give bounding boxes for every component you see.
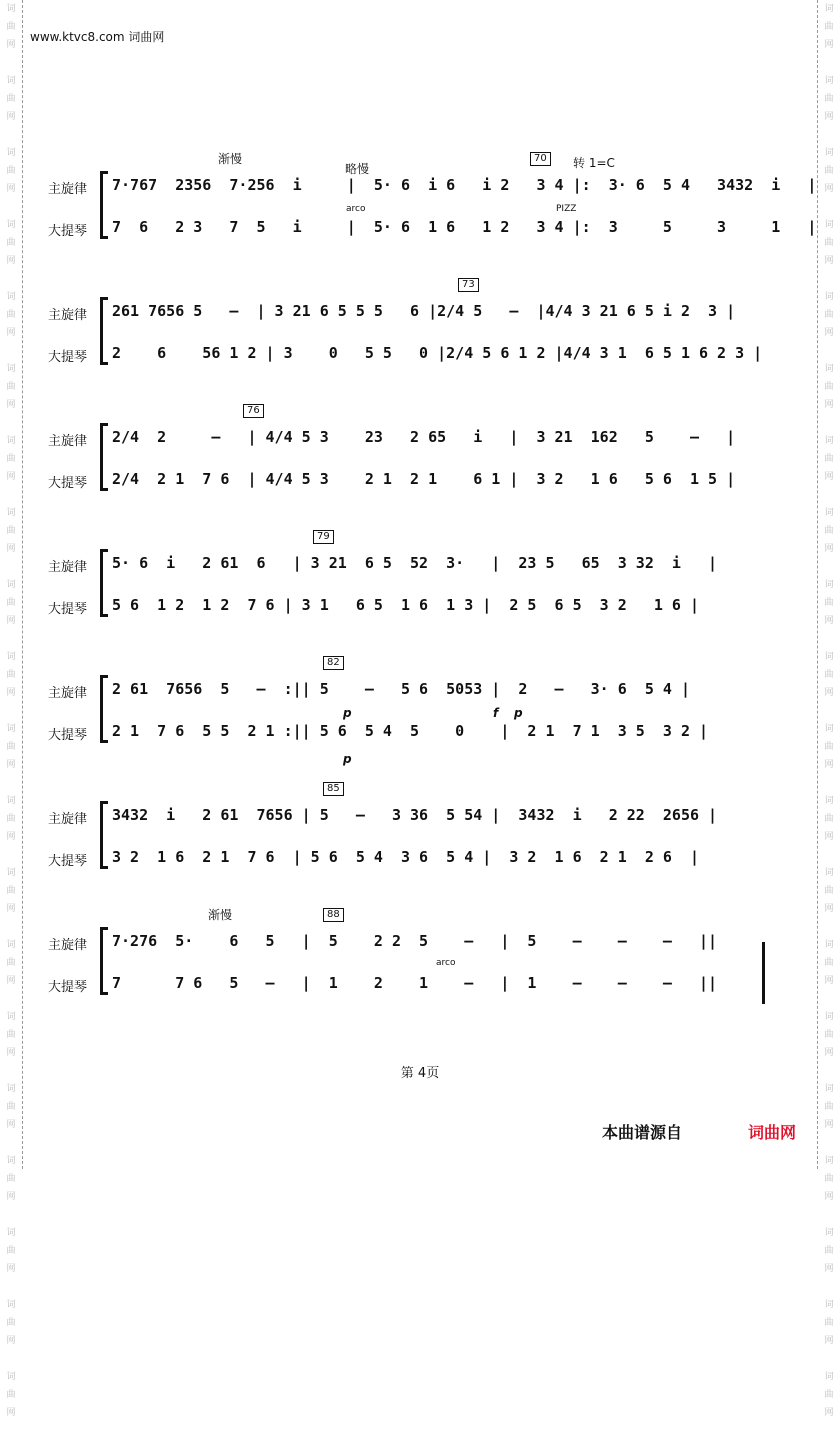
watermark-glyph: 网 — [824, 1336, 834, 1346]
expression-mark: p — [343, 752, 352, 766]
watermark-glyph: 网 — [6, 904, 16, 914]
expression-mark: 渐慢 — [208, 908, 233, 922]
instrument-label-bass: 大提琴 — [48, 476, 88, 491]
watermark-glyph: 词 — [6, 1372, 16, 1382]
watermark-glyph: 词 — [6, 76, 16, 86]
watermark-glyph: 网 — [824, 688, 834, 698]
expression-mark: 渐慢 — [218, 152, 243, 166]
watermark-glyph: 曲 — [6, 742, 16, 752]
melody-staff-line: 261 7656 5 — | 3 21 6 5 5 5 6 |2/4 5 — |4/4 3 21 6 5 i 2 3 | — [112, 302, 736, 320]
watermark-glyph: 曲 — [6, 526, 16, 536]
source-label: 本曲谱源自 — [602, 1123, 683, 1142]
watermark-glyph: 词 — [824, 4, 834, 14]
watermark-glyph: 曲 — [6, 94, 16, 104]
watermark-glyph: 网 — [6, 1336, 16, 1346]
expression-mark: 转 1=C — [573, 156, 615, 170]
watermark-gap — [821, 1278, 837, 1296]
rehearsal-mark: 70 — [530, 152, 551, 166]
watermark-glyph: 词 — [6, 220, 16, 230]
watermark-glyph: 网 — [824, 1264, 834, 1274]
watermark-glyph: 词 — [824, 148, 834, 158]
expression-mark: arco — [346, 204, 366, 214]
watermark-glyph: 曲 — [6, 1390, 16, 1400]
bass-staff-line: 3 2 1 6 2 1 7 6 | 5 6 5 4 3 6 5 4 | 3 2 1 6 2 1 2 6 | — [112, 848, 699, 866]
watermark-glyph: 词 — [6, 724, 16, 734]
instrument-label-bass: 大提琴 — [48, 980, 88, 995]
watermark-glyph: 网 — [6, 328, 16, 338]
watermark-glyph: 曲 — [824, 1390, 834, 1400]
watermark-glyph: 词 — [6, 292, 16, 302]
watermark-glyph: 曲 — [824, 22, 834, 32]
instrument-label-melody: 主旋律 — [48, 434, 88, 449]
watermark-glyph: 词 — [824, 724, 834, 734]
watermark-glyph: 网 — [824, 976, 834, 986]
watermark-glyph: 词 — [6, 1084, 16, 1094]
score-system — [0, 783, 840, 882]
rehearsal-mark: 73 — [458, 278, 479, 292]
instrument-label-bass: 大提琴 — [48, 224, 88, 239]
score-system — [0, 908, 840, 1008]
watermark-glyph: 词 — [824, 1156, 834, 1166]
watermark-glyph: 网 — [824, 400, 834, 410]
watermark-glyph: 词 — [824, 796, 834, 806]
score-system — [0, 152, 840, 252]
watermark-glyph: 网 — [6, 832, 16, 842]
watermark-gap — [3, 1278, 19, 1296]
expression-mark: arco — [436, 958, 456, 968]
watermark-glyph: 词 — [6, 940, 16, 950]
watermark-glyph: 曲 — [6, 310, 16, 320]
watermark-glyph: 曲 — [824, 958, 834, 968]
watermark-glyph: 词 — [6, 868, 16, 878]
rehearsal-mark: 76 — [243, 404, 264, 418]
watermark-glyph: 网 — [824, 328, 834, 338]
melody-staff-line: 2 61 7656 5 — :|| 5 — 5 6 5053 | 2 — 3· 6 5 4 | — [112, 680, 690, 698]
watermark-glyph: 曲 — [824, 1102, 834, 1112]
watermark-glyph: 词 — [6, 580, 16, 590]
instrument-label-melody: 主旋律 — [48, 308, 88, 323]
watermark-glyph: 网 — [824, 1192, 834, 1202]
bass-staff-line: 2/4 2 1 7 6 | 4/4 5 3 2 1 2 1 6 1 | 3 2 1 6 5 6 1 5 | — [112, 470, 736, 488]
watermark-glyph: 网 — [6, 112, 16, 122]
watermark-glyph: 词 — [824, 1228, 834, 1238]
watermark-glyph: 网 — [6, 400, 16, 410]
watermark-glyph: 网 — [824, 1120, 834, 1130]
watermark-gap — [3, 1206, 19, 1224]
watermark-glyph: 网 — [6, 760, 16, 770]
watermark-gap — [821, 126, 837, 144]
watermark-glyph: 网 — [824, 40, 834, 50]
site-url: www.ktvc8.com 词曲网 — [30, 30, 165, 44]
expression-mark: PIZZ — [556, 204, 577, 214]
watermark-glyph: 曲 — [824, 598, 834, 608]
instrument-label-bass: 大提琴 — [48, 350, 88, 365]
watermark-glyph: 曲 — [824, 742, 834, 752]
watermark-glyph: 词 — [824, 508, 834, 518]
watermark-glyph: 网 — [6, 1408, 16, 1418]
instrument-label-bass: 大提琴 — [48, 728, 88, 743]
bass-staff-line: 2 1 7 6 5 5 2 1 :|| 5 6 5 4 5 0 | 2 1 7 1 3 5 3 2 | — [112, 722, 709, 740]
watermark-glyph: 网 — [824, 112, 834, 122]
watermark-gap — [821, 270, 837, 288]
watermark-gap — [3, 630, 19, 648]
score-system — [0, 405, 840, 504]
watermark-glyph: 网 — [824, 256, 834, 266]
watermark-gap — [821, 1134, 837, 1152]
watermark-gap — [3, 1134, 19, 1152]
watermark-glyph: 曲 — [824, 814, 834, 824]
melody-staff-line: 5· 6 i 2 61 6 | 3 21 6 5 52 3· | 23 5 65 3 32 i | — [112, 554, 718, 572]
expression-mark: f — [493, 706, 499, 720]
watermark-glyph: 网 — [824, 544, 834, 554]
watermark-glyph: 曲 — [6, 1318, 16, 1328]
bass-staff-line: 7 6 2 3 7 5 i | 5· 6 1 6 1 2 3 4 |: 3 5 3 1 | — [112, 218, 817, 236]
watermark-glyph: 曲 — [824, 1318, 834, 1328]
score-system — [0, 657, 840, 766]
watermark-glyph: 网 — [824, 184, 834, 194]
watermark-glyph: 网 — [6, 544, 16, 554]
watermark-glyph: 曲 — [824, 238, 834, 248]
watermark-glyph: 词 — [6, 4, 16, 14]
expression-mark: p — [343, 706, 352, 720]
score-system — [0, 531, 840, 630]
watermark-glyph: 词 — [824, 940, 834, 950]
watermark-gap — [821, 630, 837, 648]
watermark-glyph: 词 — [6, 796, 16, 806]
watermark-glyph: 词 — [824, 580, 834, 590]
watermark-glyph: 曲 — [824, 310, 834, 320]
watermark-glyph: 网 — [824, 904, 834, 914]
watermark-glyph: 网 — [824, 1408, 834, 1418]
site-logo-text: 词曲网 — [748, 1123, 797, 1142]
rehearsal-mark: 85 — [323, 782, 344, 796]
watermark-glyph: 曲 — [6, 454, 16, 464]
watermark-glyph: 曲 — [6, 238, 16, 248]
watermark-glyph: 词 — [6, 364, 16, 374]
instrument-label-bass: 大提琴 — [48, 602, 88, 617]
expression-mark: p — [514, 706, 523, 720]
watermark-glyph: 网 — [6, 256, 16, 266]
melody-staff-line: 7·276 5· 6 5 | 5 2 2 5 — | 5 — — — || — [112, 932, 718, 950]
watermark-glyph: 曲 — [6, 1030, 16, 1040]
watermark-gap — [3, 1350, 19, 1368]
watermark-glyph: 网 — [6, 688, 16, 698]
watermark-glyph: 词 — [824, 652, 834, 662]
watermark-glyph: 网 — [6, 472, 16, 482]
watermark-glyph: 词 — [6, 436, 16, 446]
watermark-glyph: 网 — [6, 1264, 16, 1274]
instrument-label-melody: 主旋律 — [48, 560, 88, 575]
watermark-glyph: 曲 — [6, 382, 16, 392]
watermark-glyph: 词 — [6, 1012, 16, 1022]
watermark-gap — [3, 270, 19, 288]
watermark-glyph: 词 — [824, 868, 834, 878]
watermark-glyph: 曲 — [824, 1174, 834, 1184]
watermark-glyph: 词 — [824, 76, 834, 86]
watermark-glyph: 词 — [824, 292, 834, 302]
bass-staff-line: 7 7 6 5 — | 1 2 1 — | 1 — — — || — [112, 974, 718, 992]
watermark-glyph: 网 — [6, 40, 16, 50]
watermark-glyph: 网 — [824, 1048, 834, 1058]
watermark-glyph: 曲 — [824, 94, 834, 104]
watermark-glyph: 词 — [824, 220, 834, 230]
watermark-glyph: 词 — [824, 364, 834, 374]
watermark-glyph: 曲 — [824, 1030, 834, 1040]
rehearsal-mark: 82 — [323, 656, 344, 670]
watermark-glyph: 网 — [6, 184, 16, 194]
watermark-gap — [821, 774, 837, 792]
melody-staff-line: 3432 i 2 61 7656 | 5 — 3 36 5 54 | 3432 i 2 22 2656 | — [112, 806, 718, 824]
watermark-glyph: 网 — [824, 472, 834, 482]
watermark-glyph: 曲 — [6, 1174, 16, 1184]
score-system — [0, 279, 840, 378]
watermark-gap — [3, 126, 19, 144]
watermark-glyph: 网 — [6, 1192, 16, 1202]
bass-staff-line: 2 6 56 1 2 | 3 0 5 5 0 |2/4 5 6 1 2 |4/4 3 1 6 5 1 6 2 3 | — [112, 344, 763, 362]
watermark-glyph: 曲 — [6, 958, 16, 968]
watermark-glyph: 曲 — [6, 886, 16, 896]
watermark-glyph: 曲 — [824, 382, 834, 392]
watermark-glyph: 网 — [824, 832, 834, 842]
watermark-glyph: 词 — [824, 1300, 834, 1310]
watermark-glyph: 网 — [6, 616, 16, 626]
melody-staff-line: 2/4 2 — | 4/4 5 3 23 2 65 i | 3 21 162 5 — | — [112, 428, 736, 446]
watermark-glyph: 曲 — [6, 22, 16, 32]
watermark-glyph: 词 — [824, 1372, 834, 1382]
watermark-glyph: 曲 — [824, 526, 834, 536]
watermark-glyph: 曲 — [824, 670, 834, 680]
watermark-glyph: 词 — [824, 1012, 834, 1022]
watermark-glyph: 曲 — [6, 814, 16, 824]
instrument-label-melody: 主旋律 — [48, 938, 88, 953]
watermark-glyph: 词 — [6, 652, 16, 662]
melody-staff-line: 7·767 2356 7·256 i | 5· 6 i 6 i 2 3 4 |: 3· 6 5 4 3432 i | — [112, 176, 817, 194]
watermark-gap — [821, 54, 837, 72]
watermark-glyph: 曲 — [6, 598, 16, 608]
final-barline — [762, 942, 765, 1004]
page-number: 第 4页 — [400, 1066, 440, 1081]
watermark-glyph: 词 — [6, 148, 16, 158]
watermark-glyph: 曲 — [6, 1246, 16, 1256]
watermark-gap — [3, 54, 19, 72]
watermark-glyph: 网 — [824, 616, 834, 626]
rehearsal-mark: 79 — [313, 530, 334, 544]
watermark-glyph: 词 — [824, 436, 834, 446]
instrument-label-melody: 主旋律 — [48, 812, 88, 827]
watermark-gap — [821, 1422, 837, 1440]
watermark-glyph: 网 — [6, 1048, 16, 1058]
watermark-glyph: 曲 — [6, 670, 16, 680]
watermark-gap — [821, 1206, 837, 1224]
watermark-glyph: 曲 — [824, 454, 834, 464]
watermark-glyph: 曲 — [824, 166, 834, 176]
watermark-gap — [3, 1422, 19, 1440]
watermark-gap — [3, 774, 19, 792]
instrument-label-bass: 大提琴 — [48, 854, 88, 869]
watermark-glyph: 曲 — [824, 886, 834, 896]
watermark-glyph: 词 — [824, 1084, 834, 1094]
watermark-glyph: 曲 — [824, 1246, 834, 1256]
watermark-glyph: 网 — [6, 976, 16, 986]
instrument-label-melody: 主旋律 — [48, 686, 88, 701]
watermark-glyph: 词 — [6, 508, 16, 518]
rehearsal-mark: 88 — [323, 908, 344, 922]
expression-mark: 略慢 — [345, 162, 370, 176]
watermark-glyph: 词 — [6, 1228, 16, 1238]
instrument-label-melody: 主旋律 — [48, 182, 88, 197]
watermark-gap — [821, 1350, 837, 1368]
watermark-glyph: 网 — [824, 760, 834, 770]
watermark-glyph: 词 — [6, 1300, 16, 1310]
watermark-glyph: 词 — [6, 1156, 16, 1166]
bass-staff-line: 5 6 1 2 1 2 7 6 | 3 1 6 5 1 6 1 3 | 2 5 6 5 3 2 1 6 | — [112, 596, 699, 614]
watermark-glyph: 网 — [6, 1120, 16, 1130]
watermark-glyph: 曲 — [6, 166, 16, 176]
watermark-glyph: 曲 — [6, 1102, 16, 1112]
